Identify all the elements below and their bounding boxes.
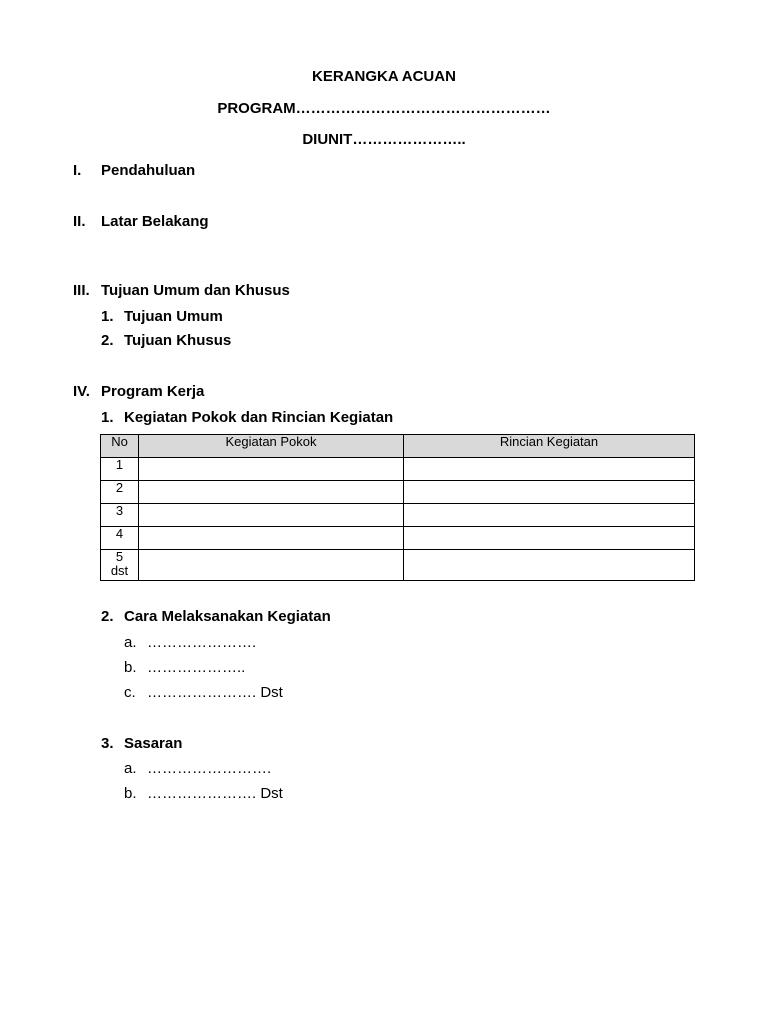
subsection-number: 1. — [101, 409, 114, 426]
section-latar-belakang — [73, 213, 209, 231]
cell-kegiatan-pokok — [139, 550, 404, 581]
list-item-label: c. — [124, 684, 136, 701]
cell-rincian-kegiatan — [404, 504, 695, 527]
cell-kegiatan-pokok — [139, 527, 404, 550]
section-number: IV. — [73, 383, 90, 400]
list-item-label: a. — [124, 634, 137, 651]
cell-no: 4 — [101, 527, 139, 550]
subsection-title: Tujuan Umum — [124, 308, 223, 325]
subsection-number: 3. — [101, 735, 114, 752]
table-row — [101, 504, 695, 527]
cell-kegiatan-pokok — [139, 481, 404, 504]
table-row — [101, 458, 695, 481]
list-item — [124, 634, 256, 652]
list-item-label: a. — [124, 760, 137, 777]
cell-rincian-kegiatan — [404, 458, 695, 481]
subsection-number: 2. — [101, 332, 114, 349]
header-rincian-kegiatan: Rincian Kegiatan — [404, 435, 695, 458]
cell-rincian-kegiatan — [404, 481, 695, 504]
cell-kegiatan-pokok — [139, 458, 404, 481]
kegiatan-table — [100, 434, 695, 581]
table-row — [101, 550, 695, 581]
subsection-number: 1. — [101, 308, 114, 325]
list-item-text: …………………. Dst — [147, 785, 283, 802]
subsection-kegiatan — [101, 409, 393, 427]
list-item-label: b. — [124, 785, 137, 802]
list-item-text: ……………………. — [147, 760, 272, 777]
section-number: I. — [73, 162, 82, 179]
table-row — [101, 481, 695, 504]
section-tujuan — [73, 282, 290, 300]
list-item-text: …………………. Dst — [147, 684, 283, 701]
document-title: KERANGKA ACUAN — [312, 68, 456, 85]
list-item — [124, 785, 283, 803]
cell-rincian-kegiatan — [404, 550, 695, 581]
cell-rincian-kegiatan — [404, 527, 695, 550]
subsection-tujuan-khusus — [101, 332, 231, 350]
header-kegiatan-pokok: Kegiatan Pokok — [139, 435, 404, 458]
cell-no: 3 — [101, 504, 139, 527]
table-row — [101, 527, 695, 550]
subsection-sasaran — [101, 735, 182, 753]
subsection-title: Sasaran — [124, 735, 183, 752]
section-pendahuluan — [73, 162, 195, 180]
section-title: Program Kerja — [101, 383, 205, 400]
subsection-title: Kegiatan Pokok dan Rincian Kegiatan — [124, 409, 394, 426]
section-title: Latar Belakang — [101, 213, 209, 230]
header-no: No — [101, 435, 139, 458]
program-line: PROGRAM…………………………………………… — [217, 100, 551, 117]
cell-no: 1 — [101, 458, 139, 481]
subsection-title: Cara Melaksanakan Kegiatan — [124, 608, 331, 625]
subsection-tujuan-umum — [101, 308, 223, 326]
section-title: Tujuan Umum dan Khusus — [101, 282, 290, 299]
list-item-text: ……………….. — [147, 659, 246, 676]
table-header-row — [101, 435, 695, 458]
cell-kegiatan-pokok — [139, 504, 404, 527]
section-number: III. — [73, 282, 90, 299]
list-item — [124, 659, 245, 677]
cell-no: 2 — [101, 481, 139, 504]
subsection-number: 2. — [101, 608, 114, 625]
section-title: Pendahuluan — [101, 162, 196, 179]
cell-no — [101, 550, 139, 581]
section-number: II. — [73, 213, 86, 230]
list-item — [124, 760, 271, 778]
list-item-text: …………………. — [147, 634, 257, 651]
section-program-kerja — [73, 383, 204, 401]
subsection-title: Tujuan Khusus — [124, 332, 232, 349]
unit-line: DIUNIT………………….. — [302, 131, 466, 148]
subsection-cara-melaksanakan — [101, 608, 331, 626]
list-item-label: b. — [124, 659, 137, 676]
cell-no-extra: dst — [110, 563, 129, 578]
list-item — [124, 684, 283, 702]
cell-no-value: 5 — [115, 549, 124, 564]
